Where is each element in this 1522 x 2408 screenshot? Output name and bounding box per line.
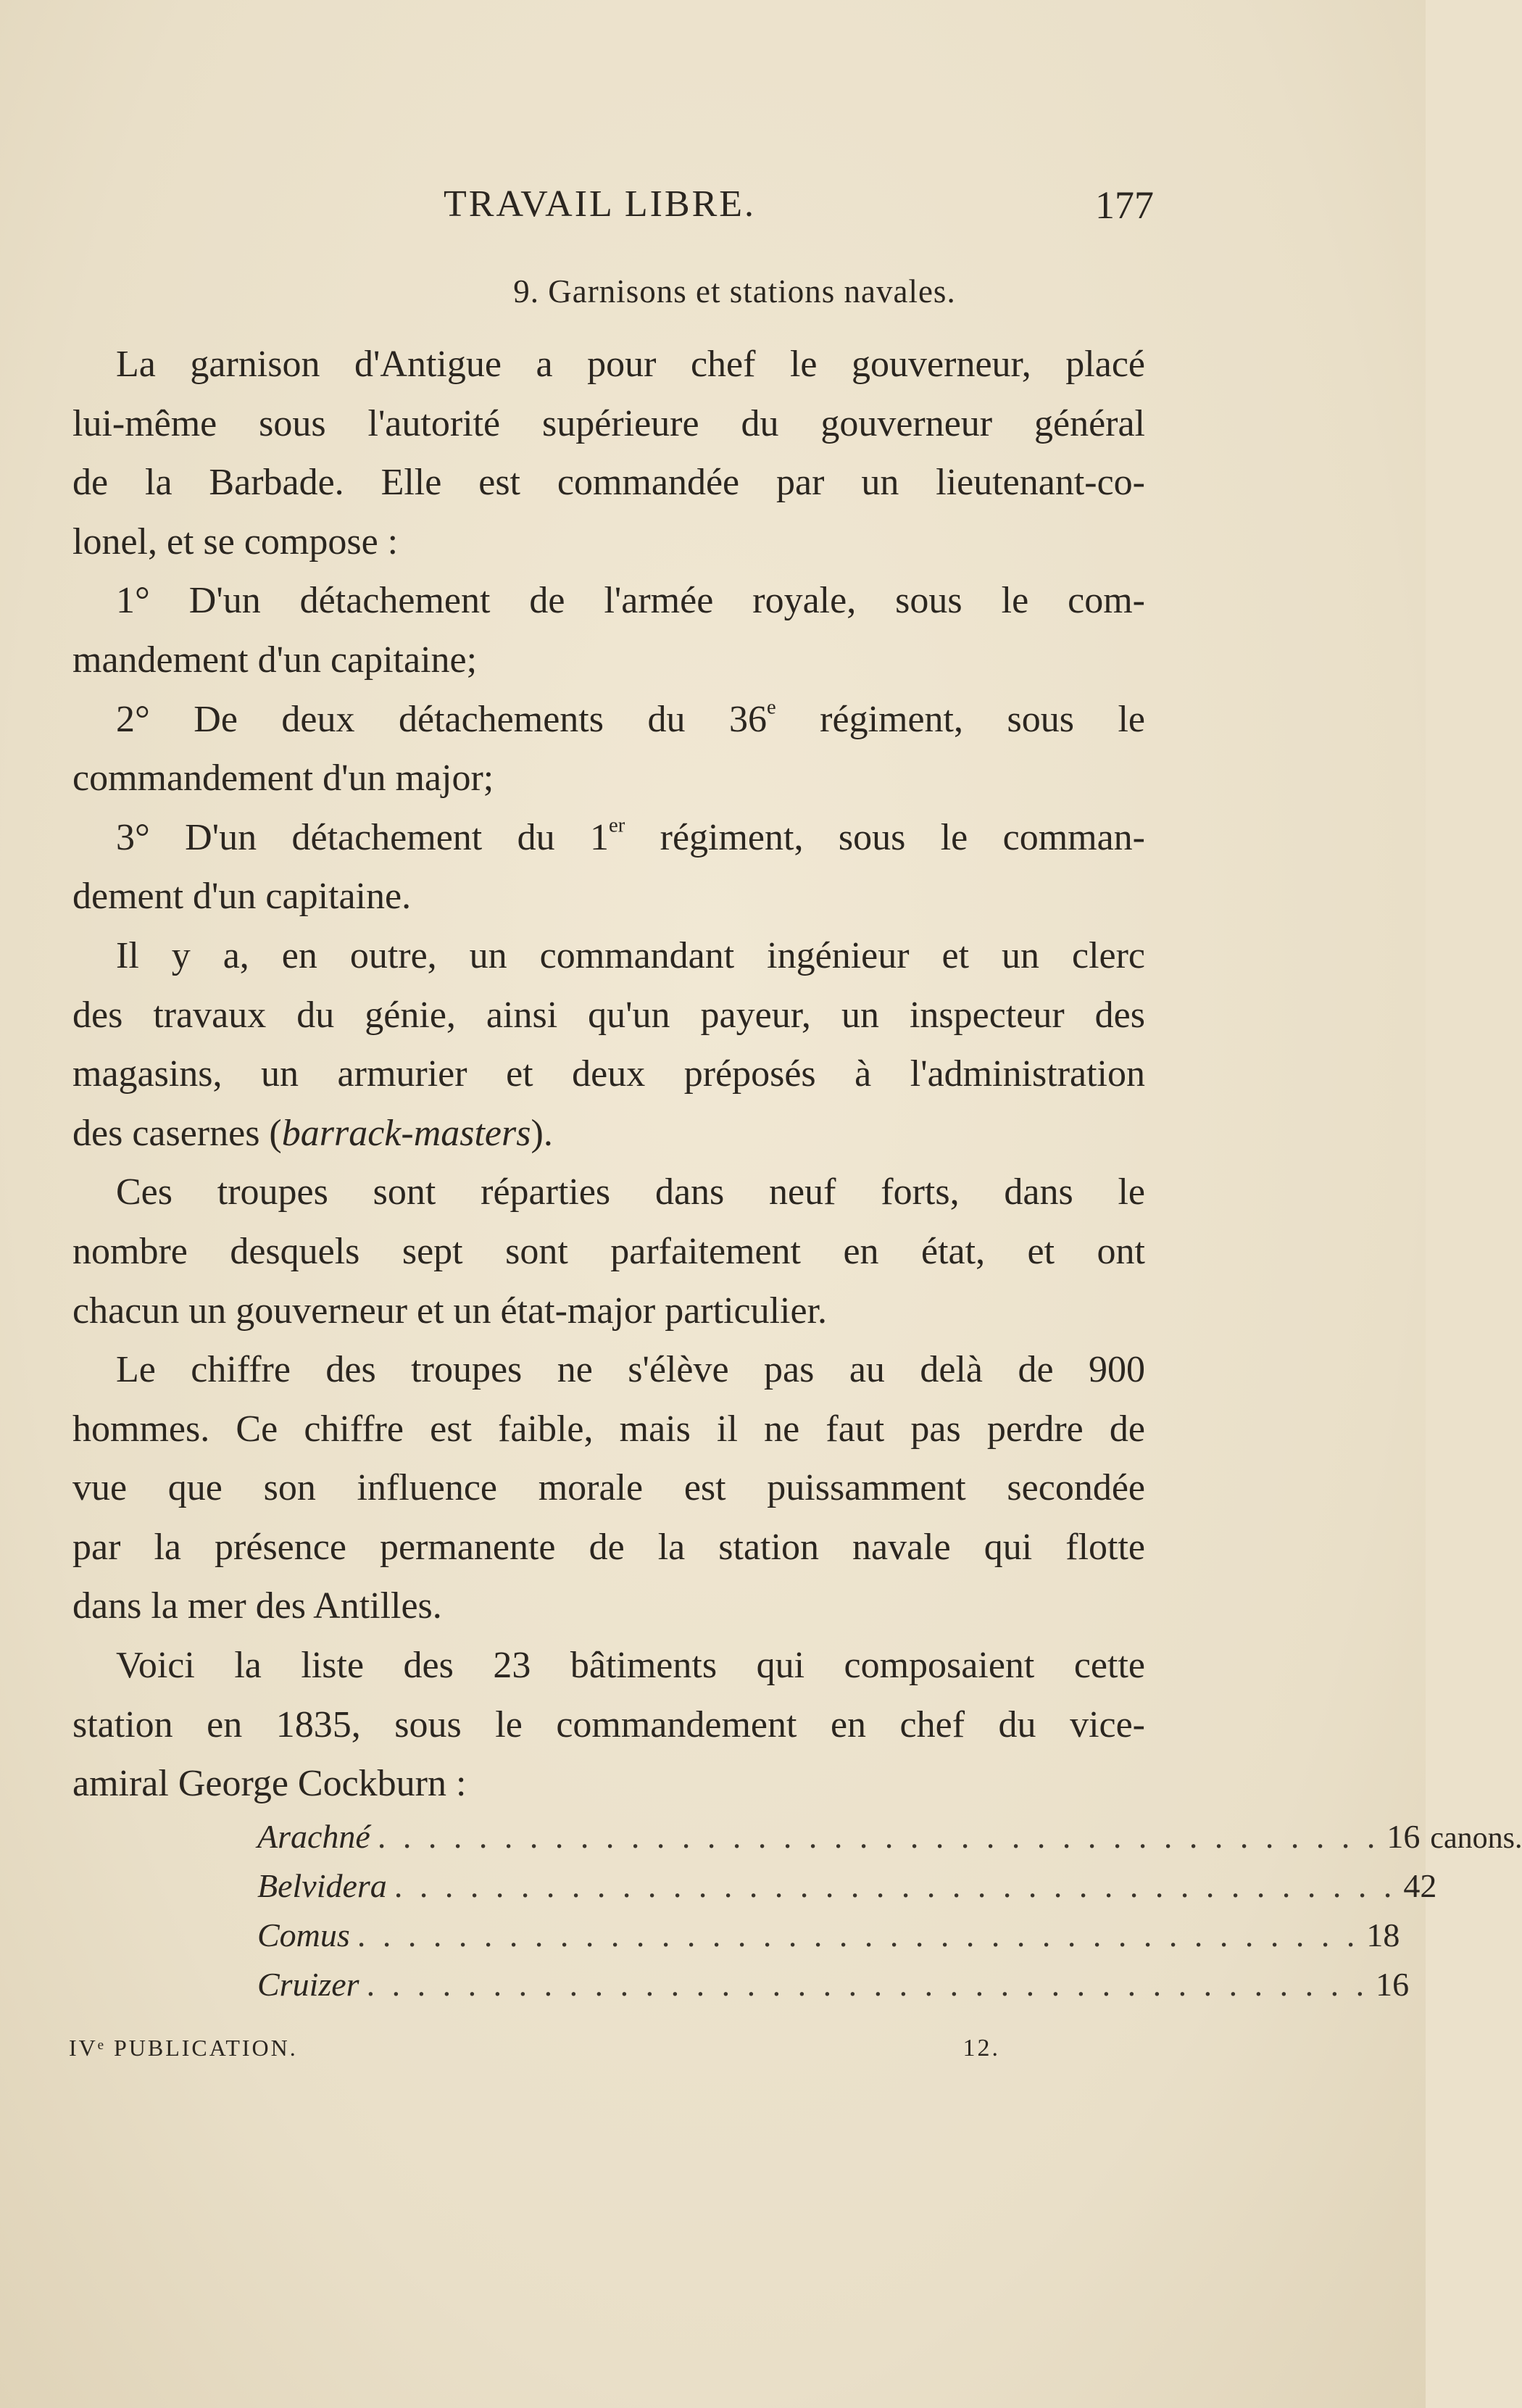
ship-unit: canons. — [1430, 1822, 1522, 1855]
page-footer — [69, 2035, 1000, 2071]
text-line: La garnison d'Antigue a pour chef le gouverneur, placé — [116, 344, 1145, 385]
text-line: mandement d'un capitaine; — [72, 639, 478, 681]
text-line: dement d'un capitaine. — [72, 876, 412, 918]
superscript: er — [609, 814, 625, 837]
text-fragment: régiment, sous le — [775, 698, 1145, 740]
text-line: Ces troupes sont réparties dans neuf forts, dans le — [116, 1171, 1145, 1213]
text-fragment: des casernes ( — [72, 1112, 282, 1154]
text-line: nombre desquels sept sont parfaitement en état, et ont — [72, 1230, 1145, 1272]
ship-guns: 16 — [1386, 1818, 1421, 1855]
text-line: 1° D'un détachement de l'armée royale, sous le com- — [116, 580, 1145, 622]
italic-term: barrack-masters — [281, 1112, 531, 1154]
publication-note: IVᵉ PUBLICATION. — [69, 2035, 298, 2061]
text-line: vue que son influence morale est puissamment secondée — [72, 1467, 1145, 1509]
text-line — [72, 1104, 1145, 1163]
ship-row — [257, 1911, 1400, 1960]
text-line: commandement d'un major; — [72, 757, 494, 800]
superscript: e — [766, 696, 776, 719]
ship-name: Cruizer — [257, 1966, 359, 2003]
text-line: Le chiffre des troupes ne s'élève pas au delà de 900 — [116, 1349, 1145, 1391]
running-title: TRAVAIL LIBRE. — [444, 183, 757, 225]
text-line: Voici la liste des 23 bâtiments qui composaient cette — [116, 1645, 1145, 1687]
dot-leader: . . . . . . . . . . . . . . . . . . . . . . . . . . . . . . . . . . . . . . . . — [357, 1917, 1360, 1954]
text-line: par la présence permanente de la station navale qui flotte — [72, 1526, 1145, 1568]
text-line: magasins, un armurier et deux préposés à l'administration — [72, 1053, 1145, 1095]
page-number: 177 — [1095, 183, 1154, 227]
text-fragment: 3° D'un détachement du 1 — [116, 816, 610, 858]
text-line: chacun un gouverneur et un état-major particulier. — [72, 1290, 828, 1332]
text-line: des travaux du génie, ainsi qu'un payeur, un inspecteur des — [72, 994, 1145, 1036]
ship-guns: 16 — [1376, 1966, 1410, 2003]
text-fragment: régiment, sous le comman- — [625, 816, 1145, 858]
text-line: Il y a, en outre, un commandant ingénieur et un clerc — [116, 934, 1145, 976]
text-line: lonel, et se compose : — [72, 520, 399, 562]
text-fragment: 2° De deux détachements du 36 — [116, 698, 767, 740]
text-line: amiral George Cockburn : — [72, 1763, 467, 1805]
body-text — [72, 335, 1145, 1814]
text-line: dans la mer des Antilles. — [72, 1585, 442, 1627]
signature-mark: 12. — [962, 2035, 1000, 2062]
running-header — [444, 183, 1154, 233]
dot-leader: . . . . . . . . . . . . . . . . . . . . . . . . . . . . . . . . . . . . . . . . — [394, 1867, 1397, 1904]
dot-leader: . . . . . . . . . . . . . . . . . . . . . . . . . . . . . . . . . . . . . . . . — [366, 1966, 1369, 2003]
text-line: de la Barbade. Elle est commandée par un lieutenant-co- — [72, 462, 1145, 504]
ship-guns: 42 — [1403, 1867, 1437, 1904]
ship-name: Comus — [257, 1917, 350, 1954]
dot-leader: . . . . . . . . . . . . . . . . . . . . . . . . . . . . . . . . . . . . . . . . — [377, 1818, 1380, 1855]
ship-row — [257, 1812, 1522, 1861]
text-line — [72, 690, 1145, 750]
ship-guns: 18 — [1366, 1917, 1400, 1954]
text-line: station en 1835, sous le commandement en chef du vice- — [72, 1703, 1145, 1745]
ship-name: Arachné — [257, 1818, 370, 1855]
ship-name: Belvidera — [257, 1867, 387, 1904]
text-line: hommes. Ce chiffre est faible, mais il ne faut pas perdre de — [72, 1408, 1145, 1450]
text-line — [72, 808, 1145, 868]
ship-row — [257, 1960, 1410, 2009]
ship-list — [257, 1812, 1522, 2009]
section-heading: 9. Garnisons et stations navales. — [513, 273, 956, 310]
text-line: lui-même sous l'autorité supérieure du gouverneur général — [72, 402, 1145, 444]
ship-row — [257, 1861, 1437, 1911]
text-fragment: ). — [531, 1112, 553, 1154]
